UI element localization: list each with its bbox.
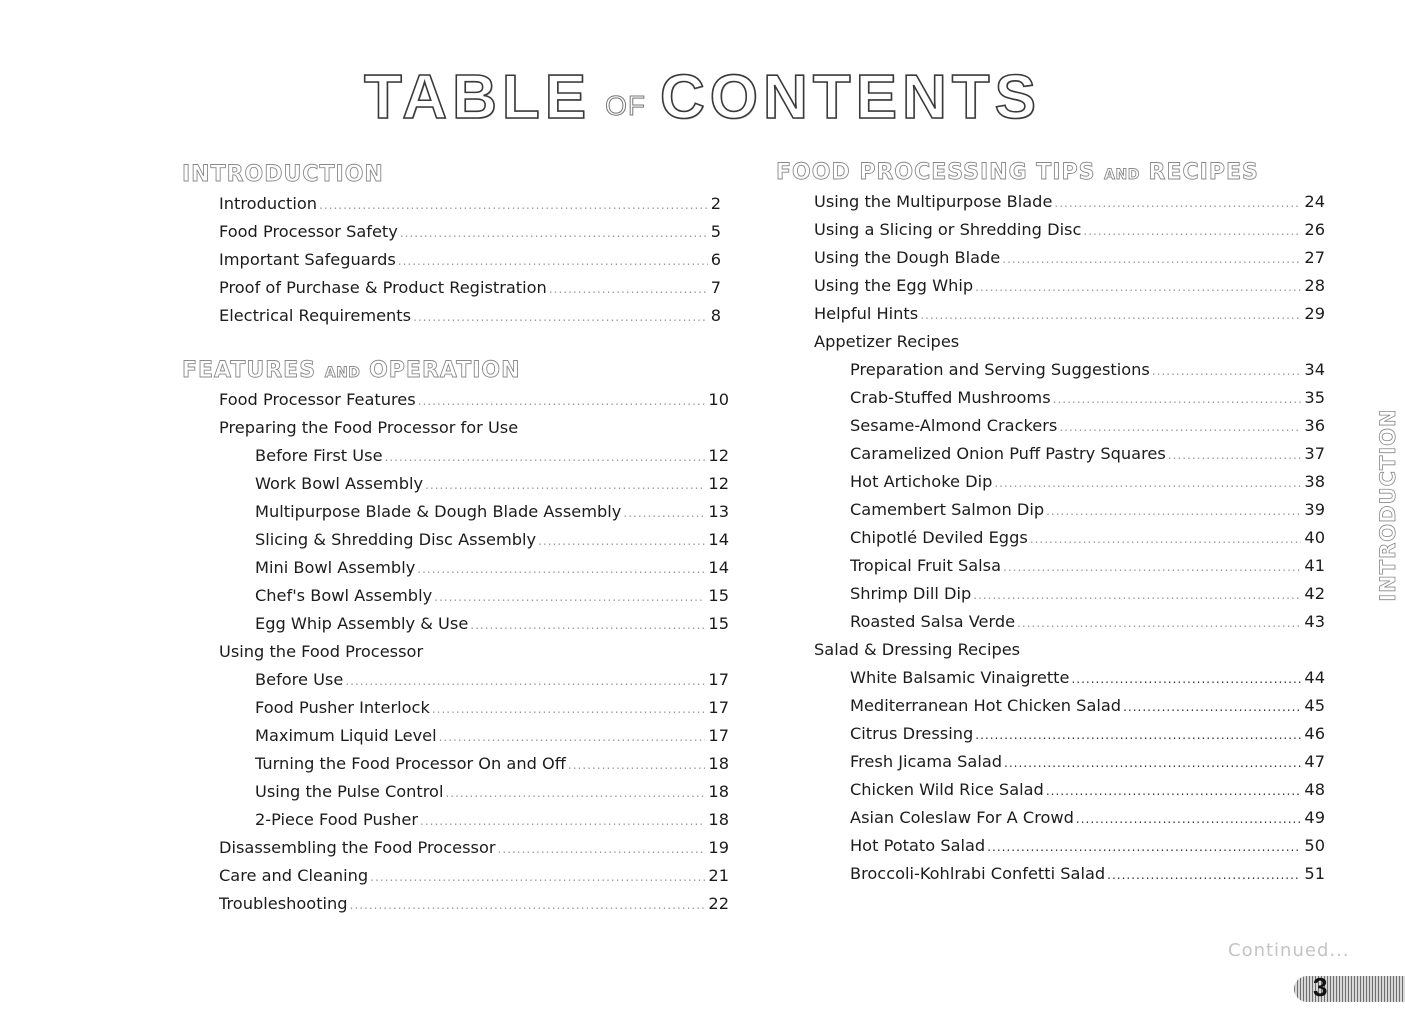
toc-entry[interactable]: Crab-Stuffed Mushrooms ..... 35 <box>850 384 1325 412</box>
toc-entry[interactable]: Disassembling the Food Processor ..... 19 <box>219 834 729 862</box>
toc-entry[interactable]: Shrimp Dill Dip ..... 42 <box>850 580 1325 608</box>
toc-entry[interactable]: Roasted Salsa Verde ..... 43 <box>850 608 1325 636</box>
toc-entry[interactable]: Food Pusher Interlock ..... 17 <box>255 694 729 722</box>
toc-entry[interactable]: Citrus Dressing ..... 46 <box>850 720 1325 748</box>
toc-group-appetizers: Appetizer Recipes <box>814 332 960 351</box>
toc-entry[interactable]: Care and Cleaning ..... 21 <box>219 862 729 890</box>
toc-entry[interactable]: Mini Bowl Assembly ..... 14 <box>255 554 729 582</box>
toc-group-salads: Salad & Dressing Recipes <box>814 640 1021 659</box>
toc-entry[interactable]: Chipotlé Deviled Eggs ..... 40 <box>850 524 1325 552</box>
page-title <box>0 62 1405 133</box>
toc-entry[interactable]: Using the Multipurpose Blade ..... 24 <box>814 188 1325 216</box>
toc-entry[interactable]: Fresh Jicama Salad ..... 47 <box>850 748 1325 776</box>
toc-entry[interactable]: Sesame-Almond Crackers ..... 36 <box>850 412 1325 440</box>
toc-group-using: Using the Food Processor <box>219 642 424 661</box>
toc-entry[interactable]: 2-Piece Food Pusher ..... 18 <box>255 806 729 834</box>
toc-entry[interactable]: Helpful Hints ..... 29 <box>814 300 1325 328</box>
toc-entry[interactable]: Electrical Requirements ..... 8 <box>219 302 721 330</box>
toc-entry[interactable]: Multipurpose Blade & Dough Blade Assembly ..... 13 <box>255 498 729 526</box>
toc-entry[interactable]: Before Use ..... 17 <box>255 666 729 694</box>
toc-entry[interactable]: Work Bowl Assembly ..... 12 <box>255 470 729 498</box>
title-word-contents: CONTENTS <box>659 63 1041 132</box>
section-heading-features: FEATURES AND OPERATION <box>182 358 521 383</box>
toc-entry[interactable]: Using a Slicing or Shredding Disc ..... 26 <box>814 216 1325 244</box>
toc-entry[interactable]: White Balsamic Vinaigrette ..... 44 <box>850 664 1325 692</box>
continued-label: Continued... <box>1228 940 1350 961</box>
toc-entry[interactable]: Preparation and Serving Suggestions ..... 34 <box>850 356 1325 384</box>
toc-entry[interactable]: Slicing & Shredding Disc Assembly ..... 14 <box>255 526 729 554</box>
toc-entry[interactable]: Introduction ..... 2 <box>219 190 721 218</box>
toc-entry[interactable]: Maximum Liquid Level ..... 17 <box>255 722 729 750</box>
side-tab-introduction: INTRODUCTION <box>1376 408 1400 602</box>
toc-entry[interactable]: Important Safeguards ..... 6 <box>219 246 721 274</box>
toc-entry[interactable]: Hot Potato Salad ..... 50 <box>850 832 1325 860</box>
toc-entry[interactable]: Tropical Fruit Salsa ..... 41 <box>850 552 1325 580</box>
toc-entry[interactable]: Before First Use ..... 12 <box>255 442 729 470</box>
page-number-tab <box>1294 976 1405 1002</box>
toc-entry[interactable]: Turning the Food Processor On and Off ..... 18 <box>255 750 729 778</box>
toc-entry[interactable]: Hot Artichoke Dip ..... 38 <box>850 468 1325 496</box>
toc-entry[interactable]: Camembert Salmon Dip ..... 39 <box>850 496 1325 524</box>
toc-entry[interactable]: Using the Egg Whip ..... 28 <box>814 272 1325 300</box>
toc-entry[interactable]: Troubleshooting ..... 22 <box>219 890 729 918</box>
title-word-table: TABLE <box>364 63 592 132</box>
toc-entry[interactable]: Chicken Wild Rice Salad ..... 48 <box>850 776 1325 804</box>
title-word-of: OF <box>605 90 646 121</box>
section-heading-food-processing: FOOD PROCESSING TIPS AND RECIPES <box>776 160 1259 185</box>
toc-group-preparing: Preparing the Food Processor for Use <box>219 418 519 437</box>
toc-entry[interactable]: Proof of Purchase & Product Registration ..... 7 <box>219 274 721 302</box>
toc-entry[interactable]: Asian Coleslaw For A Crowd ..... 49 <box>850 804 1325 832</box>
toc-entry[interactable]: Chef's Bowl Assembly ..... 15 <box>255 582 729 610</box>
toc-entry[interactable]: Caramelized Onion Puff Pastry Squares ..... 37 <box>850 440 1325 468</box>
toc-entry[interactable]: Food Processor Safety ..... 5 <box>219 218 721 246</box>
toc-entry[interactable]: Food Processor Features ..... 10 <box>219 386 729 414</box>
toc-entry[interactable]: Using the Dough Blade ..... 27 <box>814 244 1325 272</box>
page-number: 3 <box>1313 972 1328 1002</box>
toc-entry[interactable]: Egg Whip Assembly & Use ..... 15 <box>255 610 729 638</box>
toc-entry[interactable]: Mediterranean Hot Chicken Salad ..... 45 <box>850 692 1325 720</box>
section-heading-introduction: INTRODUCTION <box>182 162 384 187</box>
toc-entry[interactable]: Using the Pulse Control ..... 18 <box>255 778 729 806</box>
toc-entry[interactable]: Broccoli-Kohlrabi Confetti Salad ..... 51 <box>850 860 1325 888</box>
